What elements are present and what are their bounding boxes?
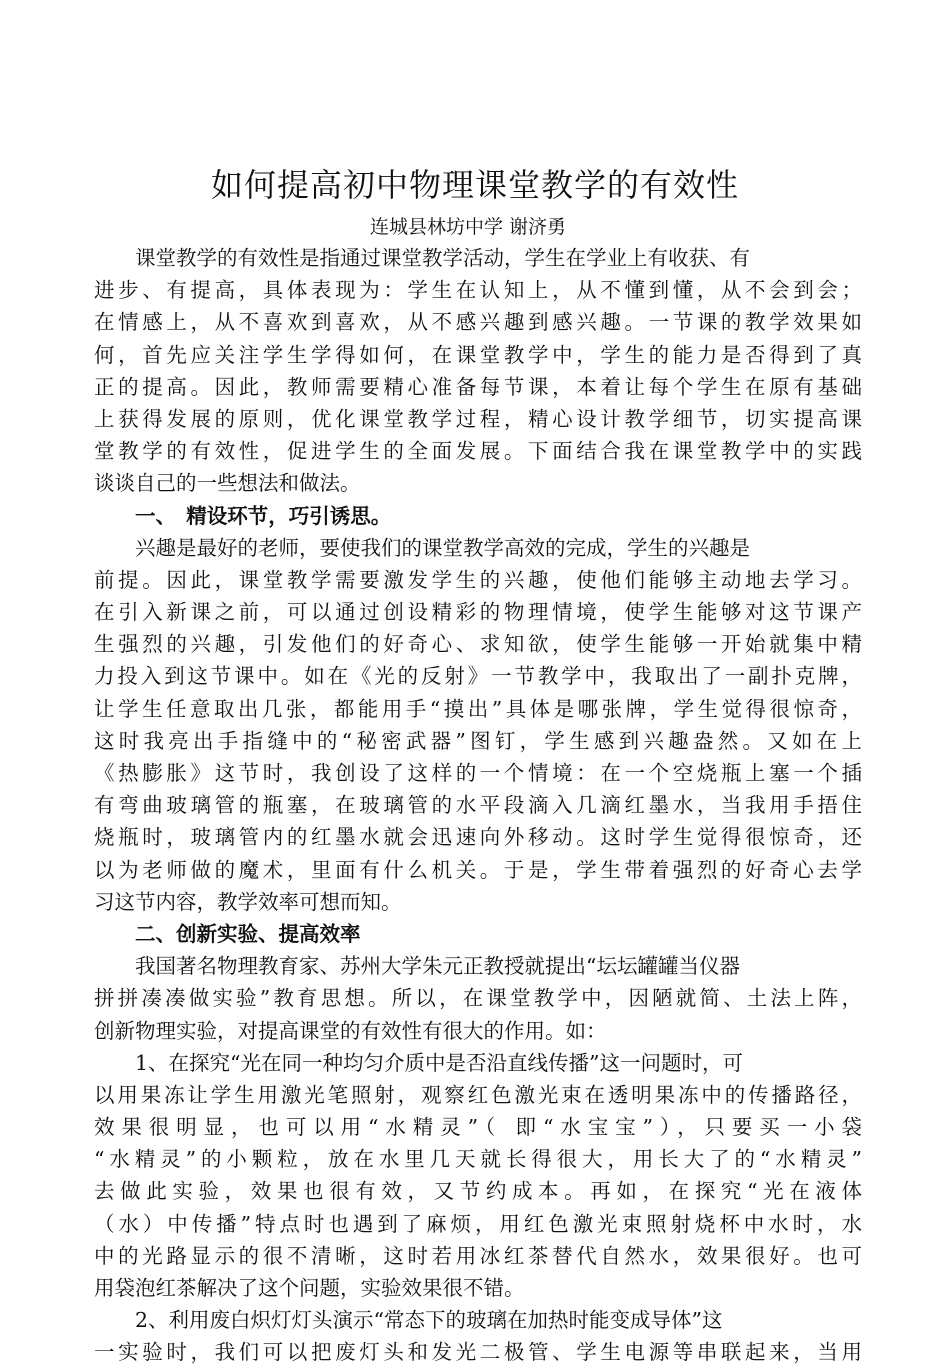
text-line: 课堂教学的有效性是指通过课堂教学活动，学生在学业上有收获、有 [94, 246, 750, 270]
text-line: 烧瓶时，玻璃管内的红墨水就会迅速向外移动。这时学生觉得很惊奇，还 [94, 825, 862, 850]
text-line: 上获得发展的原则，优化课堂教学过程，精心设计教学细节，切实提高课 [94, 406, 862, 431]
text-line: 1、在探究“光在同一种均匀介质中是否沿直线传播”这一问题时，可 [94, 1050, 744, 1075]
text-line: 谈谈自己的一些想法和做法。 [94, 471, 361, 496]
text-line: 让学生任意取出几张，都能用手“摸出”具体是哪张牌，学生觉得很惊奇， [94, 696, 862, 721]
text-line: 堂教学的有效性，促进学生的全面发展。下面结合我在课堂教学中的实践 [94, 439, 862, 464]
body-text [94, 242, 862, 1369]
text-line: 生强烈的兴趣，引发他们的好奇心、求知欲，使学生能够一开始就集中精 [94, 632, 862, 657]
text-line: 去做此实验，效果也很有效，又节约成本。再如，在探究“光在液体 [94, 1179, 862, 1204]
text-line: 有弯曲玻璃管的瓶塞，在玻璃管的水平段滴入几滴红墨水，当我用手捂住 [94, 793, 862, 818]
text-line: 2、利用废白炽灯灯头演示“常态下的玻璃在加热时能变成导体”这 [94, 1308, 723, 1333]
text-line: 中的光路显示的很不清晰，这时若用冰红茶替代自然水，效果很好。也可 [94, 1243, 862, 1268]
text-line: 拼拼凑凑做实验”教育思想。所以，在课堂教学中，因陋就简、土法上阵， [94, 986, 862, 1011]
text-line: 习这节内容，教学效率可想而知。 [94, 889, 402, 914]
text-line: 以为老师做的魔术，里面有什么机关。于是，学生带着强烈的好奇心去学 [94, 857, 862, 882]
document-title: 如何提高初中物理课堂教学的有效性 [210, 166, 739, 204]
text-line: 以用果冻让学生用激光笔照射，观察红色激光束在透明果冻中的传播路径， [94, 1082, 862, 1107]
text-line: “水精灵”的小颗粒，放在水里几天就长得很大，用长大了的“水精灵” [94, 1147, 862, 1172]
text-line: 力投入到这节课中。如在《光的反射》一节教学中，我取出了一副扑克牌， [94, 664, 862, 689]
text-line: 在引入新课之前，可以通过创设精彩的物理情境，使学生能够对这节课产 [94, 600, 862, 625]
text-line: 何，首先应关注学生学得如何，在课堂教学中，学生的能力是否得到了真 [94, 342, 862, 367]
text-line: 效果很明显，也可以用“水精灵”（ 即“水宝宝”），只要买一小袋 [94, 1115, 862, 1140]
text-line: （水）中传播”特点时也遇到了麻烦，用红色激光束照射烧杯中水时，水 [94, 1211, 862, 1236]
text-line: 创新物理实验，对提高课堂的有效性有很大的作用。如： [94, 1018, 607, 1043]
text-line: 用袋泡红茶解决了这个问题，实验效果很不错。 [94, 1276, 525, 1300]
text-line: 正的提高。因此，教师需要精心准备每节课，本着让每个学生在原有基础 [94, 374, 862, 399]
text-line: 兴趣是最好的老师，要使我们的课堂教学高效的完成，学生的兴趣是 [94, 535, 750, 560]
text-line: 前提。因此，课堂教学需要激发学生的兴趣，使他们能够主动地去学习。 [94, 567, 862, 592]
author-line: 连城县林坊中学 谢济勇 [370, 216, 567, 238]
section-heading: 一、 精设环节，巧引诱思。 [94, 503, 392, 528]
text-line: 在情感上，从不喜欢到喜欢，从不感兴趣到感兴趣。一节课的教学效果如 [94, 310, 862, 335]
text-line: 一实验时，我们可以把废灯头和发光二极管、学生电源等串联起来，当用 [94, 1340, 862, 1365]
text-line: 进步、有提高，具体表现为：学生在认知上，从不懂到懂，从不会到会； [94, 278, 862, 303]
text-line: 《热膨胀》这节时，我创设了这样的一个情境：在一个空烧瓶上塞一个插 [94, 761, 862, 785]
text-line: 这时我亮出手指缝中的“秘密武器”图钉，学生感到兴趣盎然。又如在上 [94, 728, 862, 753]
text-line: 我国著名物理教育家、苏州大学朱元正教授就提出“坛坛罐罐当仪器 [94, 954, 740, 979]
section-heading: 二、创新实验、提高效率 [94, 921, 361, 946]
